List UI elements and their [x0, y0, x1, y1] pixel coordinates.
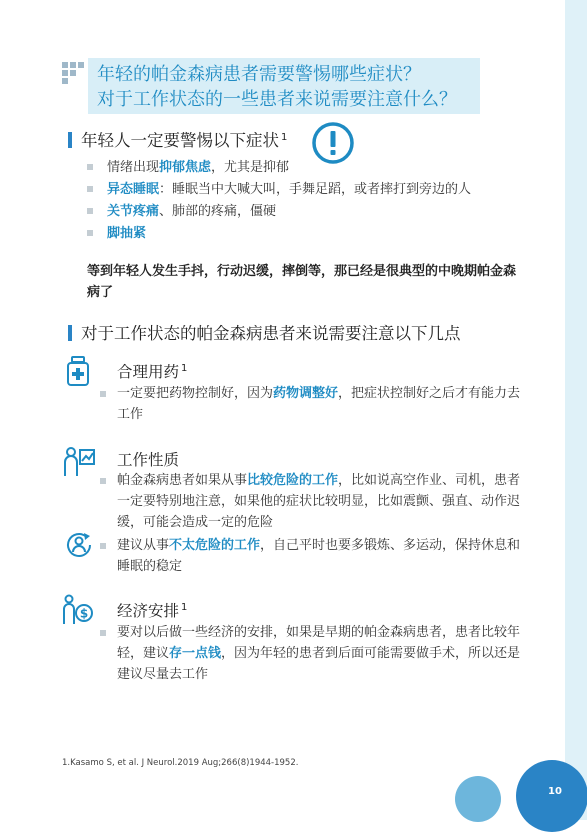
page-number: 10 [548, 786, 562, 797]
work-title: 工作性质 [117, 451, 180, 469]
warning-text: 等到年轻人发生手抖，行动迟缓，摔倒等，那已经是很典型的中晚期帕金森病了 [87, 264, 517, 300]
work-text-1: 帕金森病患者如果从事比较危险的工作，比如说高空作业、司机，患者一定要特别地注意，如果他的症状比较明显，比如震颤、强直、动作迟缓，可能会造成一定的危险 [117, 470, 527, 533]
section-2-heading-text: 对于工作状态的帕金森病患者来说需要注意以下几点 [81, 324, 461, 343]
medicine-bottle-icon [64, 355, 92, 387]
section-1-sup: 1 [281, 132, 288, 143]
person-money-icon [62, 594, 94, 626]
section-1-heading [68, 127, 287, 151]
decorative-circle [455, 776, 501, 822]
finance-title: 经济安排 $^1$ [117, 602, 188, 620]
heading-bar [68, 132, 72, 148]
page-title [97, 62, 457, 112]
right-edge-strip [565, 0, 587, 820]
worker-chart-icon [62, 446, 96, 478]
person-refresh-icon [64, 530, 94, 560]
medication-title: 合理用药 $^1$ [117, 363, 188, 381]
list-item: 关节疼痛、肺部的疼痛，僵硬 [87, 202, 471, 221]
heading-bar [68, 325, 72, 341]
section-2-heading [68, 320, 461, 344]
list-item: 异态睡眠：睡眠当中大喊大叫，手舞足蹈，或者摔打到旁边的人 [87, 180, 471, 199]
work-text-2: 建议从事不太危险的工作，自己平时也要多锻炼、多运动，保持休息和睡眠的稳定 [117, 535, 527, 577]
title-line-1: 年轻的帕金森病患者需要警惕哪些症状？ [97, 64, 421, 85]
medication-text: 一定要把药物控制好，因为药物调整好，把症状控制好之后才有能力去工作 [117, 383, 527, 425]
finance-text: 要对以后做一些经济的安排，如果是早期的帕金森病患者，患者比较年轻，建议存一点钱，因为年轻的患者到后面可能需要做手术，所以还是建议尽量去工作 [117, 622, 527, 685]
symptom-list [87, 158, 471, 246]
svg-text:$: $ [79, 606, 89, 621]
list-item: 情绪出现抑郁焦虑，尤其是抑郁 [87, 158, 471, 177]
reference: 1.Kasamo S, et al. J Neurol.2019 Aug;266(8)1944-1952. [62, 758, 299, 768]
section-1-heading-text: 年轻人一定要警惕以下症状 [81, 131, 279, 150]
corner-decoration [62, 62, 84, 84]
list-item: 脚抽紧 [87, 224, 471, 243]
title-line-2: 对于工作状态的一些患者来说需要注意什么？ [97, 89, 457, 110]
